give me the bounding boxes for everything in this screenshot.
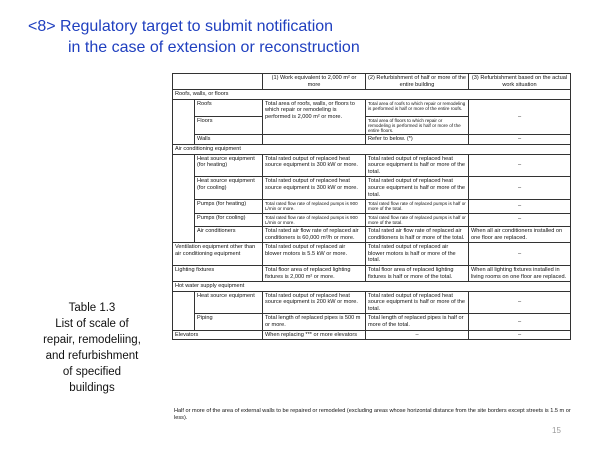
table-row-hs-cooling bbox=[173, 177, 571, 200]
header-col3: (3) Refurbishment based on the actual work situation bbox=[469, 74, 571, 90]
row-label-hw-heat-source: Heat source equipment bbox=[195, 291, 263, 314]
lighting-col3: When all lighting fixtures installed in living rooms on one floor are replaced. bbox=[469, 265, 571, 281]
table-row-pumps-cooling bbox=[173, 213, 571, 226]
section-hot-water: Hot water supply equipment bbox=[173, 282, 571, 292]
slide-title bbox=[28, 16, 588, 58]
row-label-elevators: Elevators bbox=[173, 330, 263, 340]
lighting-col2: Total floor area of replaced lighting fixtures is half or more of the total. bbox=[366, 265, 469, 281]
row-label-piping: Piping bbox=[195, 314, 263, 330]
row-label-floors: Floors bbox=[195, 116, 263, 135]
row-label-ventilation: Ventilation equipment other than air conditioning equipment bbox=[173, 243, 263, 266]
hs-heating-col2: Total rated output of replaced heat source equipment is half or more of the total. bbox=[366, 154, 469, 177]
table-header-row bbox=[173, 74, 571, 90]
row-label-air-conditioners: Air conditioners bbox=[195, 226, 263, 242]
pumps-cooling-col3: – bbox=[469, 213, 571, 226]
indent-cell bbox=[173, 99, 195, 144]
pumps-cooling-col1: Total rated flow rate of replaced pumps is 900 L/min or more. bbox=[263, 213, 366, 226]
table-row-lighting bbox=[173, 265, 571, 281]
row-label-pumps-heating: Pumps (for heating) bbox=[195, 200, 263, 213]
row-label-roofs: Roofs bbox=[195, 99, 263, 116]
vent-col2: Total rated output of replaced air blower motors is half or more of the total. bbox=[366, 243, 469, 266]
pumps-heating-col3: – bbox=[469, 200, 571, 213]
hs-cooling-col1: Total rated output of replaced heat source equipment is 300 kW or more. bbox=[263, 177, 366, 200]
hs-cooling-col3: – bbox=[469, 177, 571, 200]
caption-line: Table 1.3 bbox=[68, 302, 116, 314]
table-row-ventilation bbox=[173, 243, 571, 266]
caption-line: List of scale of bbox=[55, 318, 129, 330]
section-row-roofs bbox=[173, 90, 571, 100]
air-cond-col1: Total rated air flow rate of replaced air conditioners is 60,000 m³/h or more. bbox=[263, 226, 366, 242]
table-row-hw-heat-source bbox=[173, 291, 571, 314]
piping-col1: Total length of replaced pipes is 500 m or more. bbox=[263, 314, 366, 330]
hs-cooling-col2: Total rated output of replaced heat source equipment is half or more of the total. bbox=[366, 177, 469, 200]
table-row-walls bbox=[173, 135, 571, 145]
regulation-table bbox=[172, 73, 571, 340]
caption-line: buildings bbox=[69, 382, 115, 394]
piping-col2: Total length of replaced pipes is half or more of the total. bbox=[366, 314, 469, 330]
indent-cell bbox=[173, 291, 195, 330]
table-row-hs-heating bbox=[173, 154, 571, 177]
air-cond-col3: When all air conditioners installed on one floor are replaced. bbox=[469, 226, 571, 242]
page-number: 15 bbox=[552, 426, 561, 435]
elevators-col2: – bbox=[366, 330, 469, 340]
table-row-roofs bbox=[173, 99, 571, 116]
hw-hs-col2: Total rated output of replaced heat source equipment is half or more of the total. bbox=[366, 291, 469, 314]
floors-col2: Total area of floors to which repair or remodeling is performed is half or more of the entire floors. bbox=[366, 116, 469, 135]
header-col2: (2) Refurbishment of half or more of the entire building bbox=[366, 74, 469, 90]
walls-col2: Refer to below. (*) bbox=[366, 135, 469, 145]
walls-col1 bbox=[263, 135, 366, 145]
pumps-heating-col1: Total rated flow rate of replaced pumps is 900 L/min or more. bbox=[263, 200, 366, 213]
elevators-col1: When replacing *** or more elevators bbox=[263, 330, 366, 340]
roofs-floors-walls-col1: Total area of roofs, walls, or floors to which repair or remodeling is performed is 2,000 m² or more. bbox=[263, 99, 366, 135]
hs-heating-col3: – bbox=[469, 154, 571, 177]
table-row-piping bbox=[173, 314, 571, 330]
pumps-cooling-col2: Total rated flow rate of replaced pumps is half or more of the total. bbox=[366, 213, 469, 226]
row-label-pumps-cooling: Pumps (for cooling) bbox=[195, 213, 263, 226]
roofs-floors-col3: – bbox=[469, 99, 571, 135]
header-col1: (1) Work equivalent to 2,000 m² or more bbox=[263, 74, 366, 90]
lighting-col1: Total floor area of replaced lighting fixtures is 2,000 m² or more. bbox=[263, 265, 366, 281]
air-cond-col2: Total rated air flow rate of replaced air conditioners is half or more of the total. bbox=[366, 226, 469, 242]
section-air-conditioning: Air conditioning equipment bbox=[173, 144, 571, 154]
row-label-hs-cooling: Heat source equipment (for cooling) bbox=[195, 177, 263, 200]
table-row-elevators bbox=[173, 330, 571, 340]
vent-col3: – bbox=[469, 243, 571, 266]
table-row-air-conditioners bbox=[173, 226, 571, 242]
caption-line: of specified bbox=[62, 366, 122, 378]
caption-line: repair, remodeliing, bbox=[43, 334, 141, 346]
pumps-heating-col2: Total rated flow rate of replaced pumps is half or more of the total. bbox=[366, 200, 469, 213]
roofs-col2: Total area of roofs to which repair or remodeling is performed is half or more of the entire roofs. bbox=[366, 99, 469, 116]
section-row-ac bbox=[173, 144, 571, 154]
walls-col3: – bbox=[469, 135, 571, 145]
row-label-lighting: Lighting fixtures bbox=[173, 265, 263, 281]
indent-cell bbox=[173, 154, 195, 243]
section-roofs-walls-floors: Roofs, walls, or floors bbox=[173, 90, 571, 100]
hw-hs-col3: – bbox=[469, 291, 571, 314]
hs-heating-col1: Total rated output of replaced heat source equipment is 300 kW or more. bbox=[263, 154, 366, 177]
row-label-hs-heating: Heat source equipment (for heating) bbox=[195, 154, 263, 177]
table-row-pumps-heating bbox=[173, 200, 571, 213]
caption-line: and refurbishment bbox=[45, 350, 139, 362]
vent-col1: Total rated output of replaced air blower motors is 5.5 kW or more. bbox=[263, 243, 366, 266]
section-row-hot-water bbox=[173, 282, 571, 292]
elevators-col3: – bbox=[469, 330, 571, 340]
row-label-walls: Walls bbox=[195, 135, 263, 145]
hw-hs-col1: Total rated output of replaced heat source equipment is 200 kW or more. bbox=[263, 291, 366, 314]
title-line-1: <8> Regulatory target to submit notification bbox=[28, 18, 334, 35]
footnote: Half or more of the area of external walls to be repaired or remodeled (excluding areas whose horizontal distance from the site borders except streets is 1.5 m or less). bbox=[174, 408, 571, 421]
title-line-2: in the case of extension or reconstruction bbox=[68, 39, 360, 56]
piping-col3: – bbox=[469, 314, 571, 330]
header-empty-cell bbox=[173, 74, 263, 90]
table-caption bbox=[22, 300, 162, 396]
